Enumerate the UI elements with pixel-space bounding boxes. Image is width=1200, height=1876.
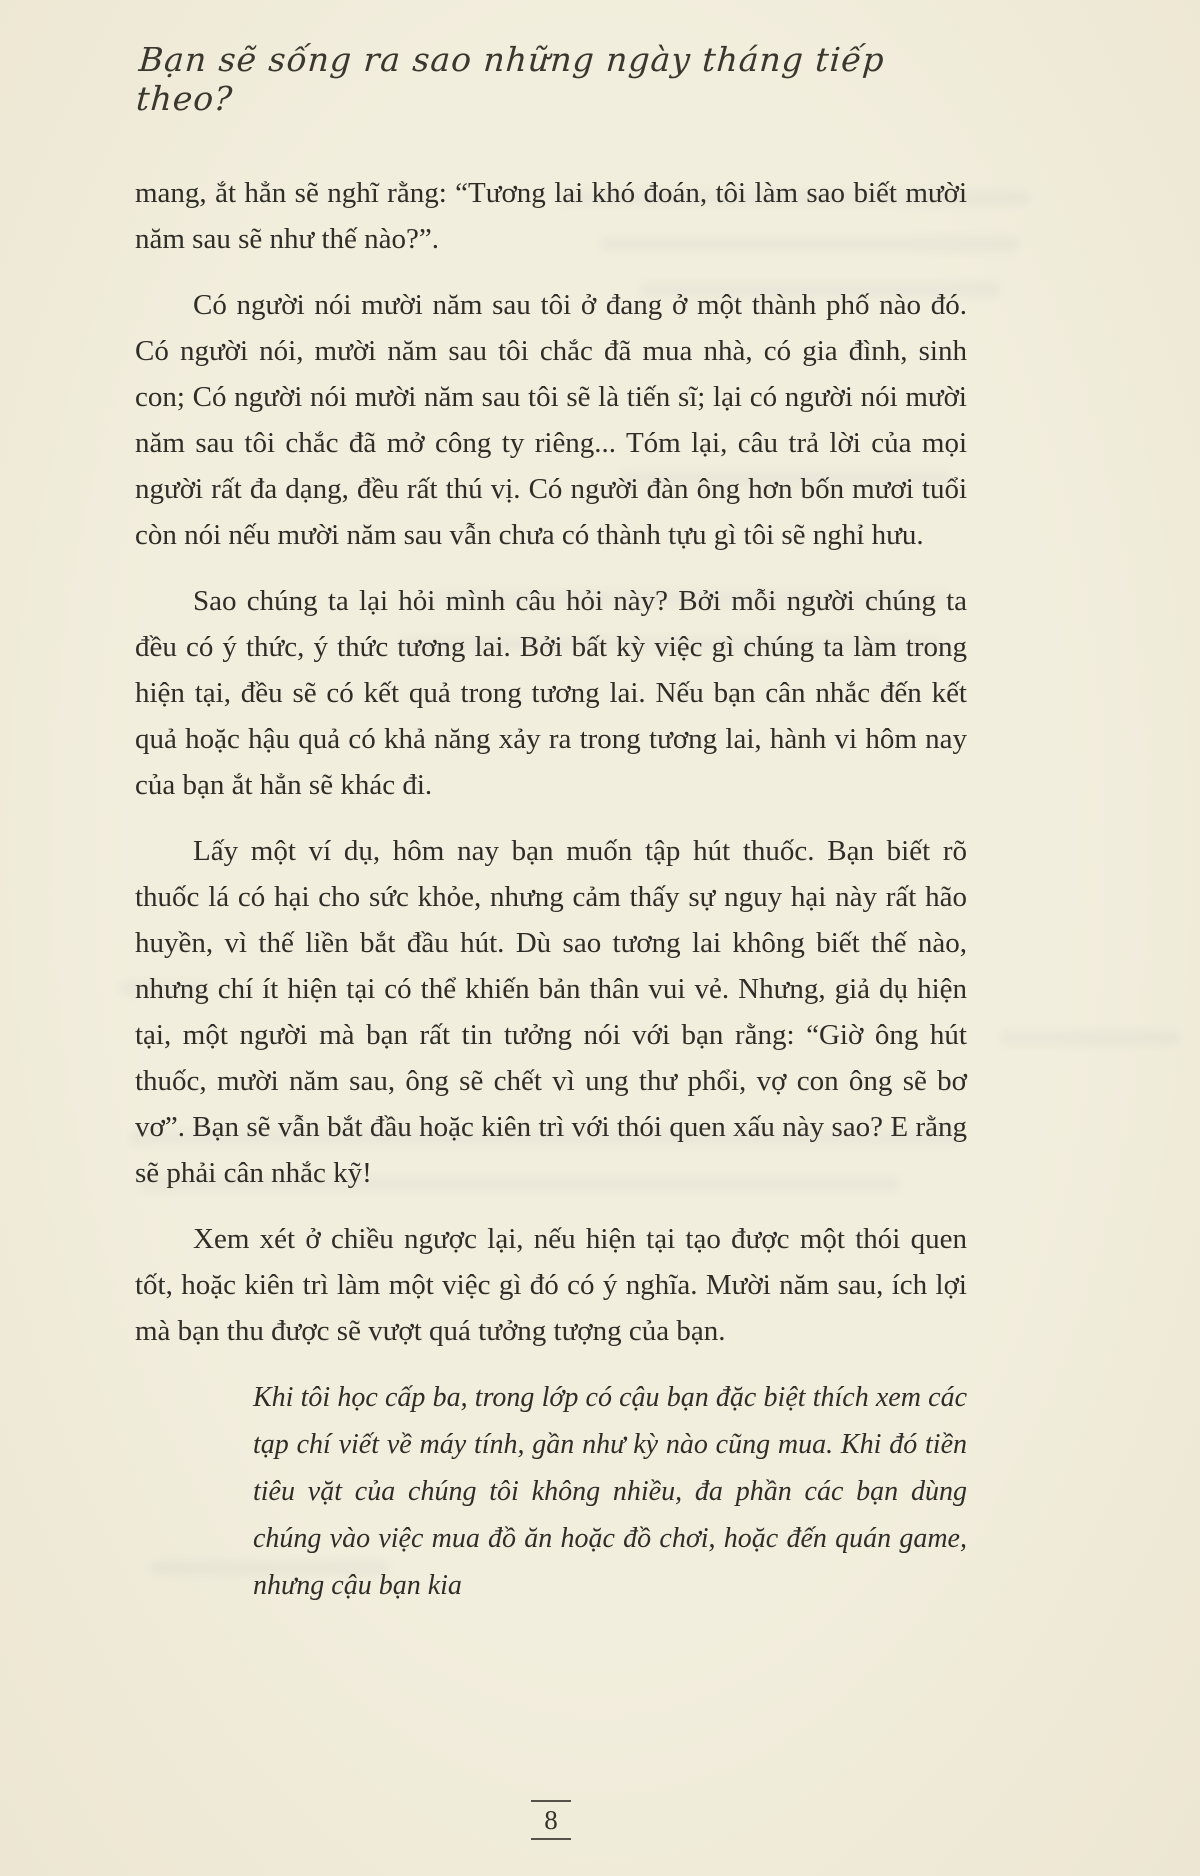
running-head-title: Bạn sẽ sống ra sao những ngày tháng tiếp theo? — [135, 40, 887, 118]
paragraph: Có người nói mười năm sau tôi ở đang ở một thành phố nào đó. Có người nói, mười năm sau tôi chắc đã mua nhà, có gia đình, sinh con; Có người nói mười năm sau tôi sẽ là tiến sĩ; lại có người nói mười năm sau tôi chắc đã mở công ty riêng... Tóm lại, câu trả lời của mọi người rất đa dạng, đều rất thú vị. Có người đàn ông hơn bốn mươi tuổi còn nói nếu mười năm sau vẫn chưa có thành tựu gì tôi sẽ nghỉ hưu. — [135, 289, 967, 551]
paragraph: mang, ắt hẳn sẽ nghĩ rằng: “Tương lai khó đoán, tôi làm sao biết mười năm sau sẽ như thế nào?”. — [135, 177, 967, 255]
showthrough-ghost — [1000, 1030, 1180, 1046]
paragraph: Lấy một ví dụ, hôm nay bạn muốn tập hút thuốc. Bạn biết rõ thuốc lá có hại cho sức khỏe, nhưng cảm thấy sự nguy hại này rất hão huyền, vì thế liền bắt đầu hút. Dù sao tương lai không biết thế nào, nhưng chí ít hiện tại có thể khiến bản thân vui vẻ. Nhưng, giả dụ hiện tại, một người mà bạn rất tin tưởng nói với bạn rằng: “Giờ ông hút thuốc, mười năm sau, ông sẽ chết vì ung thư phổi, vợ con ông sẽ bơ vơ”. Bạn sẽ vẫn bắt đầu hoặc kiên trì với thói quen xấu này sao? E rằng sẽ phải cân nhắc kỹ! — [135, 835, 967, 1189]
page-footer — [135, 1800, 967, 1840]
paragraph: Sao chúng ta lại hỏi mình câu hỏi này? Bởi mỗi người chúng ta đều có ý thức, ý thức tương lai. Bởi bất kỳ việc gì chúng ta làm trong hiện tại, đều sẽ có kết quả trong tương lai. Nếu bạn cân nhắc đến kết quả hoặc hậu quả có khả năng xảy ra trong tương lai, hành vi hôm nay của bạn ắt hẳn sẽ khác đi. — [135, 585, 967, 801]
page-number: 8 — [531, 1800, 571, 1840]
paragraph: Xem xét ở chiều ngược lại, nếu hiện tại tạo được một thói quen tốt, hoặc kiên trì làm một việc gì đó có ý nghĩa. Mười năm sau, ích lợi mà bạn thu được sẽ vượt quá tưởng tượng của bạn. — [135, 1223, 967, 1347]
book-page-text-block — [135, 40, 967, 1629]
paragraph-quote-italic: Khi tôi học cấp ba, trong lớp có cậu bạn đặc biệt thích xem các tạp chí viết về máy tính, gần như kỳ nào cũng mua. Khi đó tiền tiêu vặt của chúng tôi không nhiều, đa phần các bạn dùng chúng vào việc mua đồ ăn hoặc đồ chơi, hoặc đến quán game, nhưng cậu bạn kia — [253, 1382, 967, 1601]
